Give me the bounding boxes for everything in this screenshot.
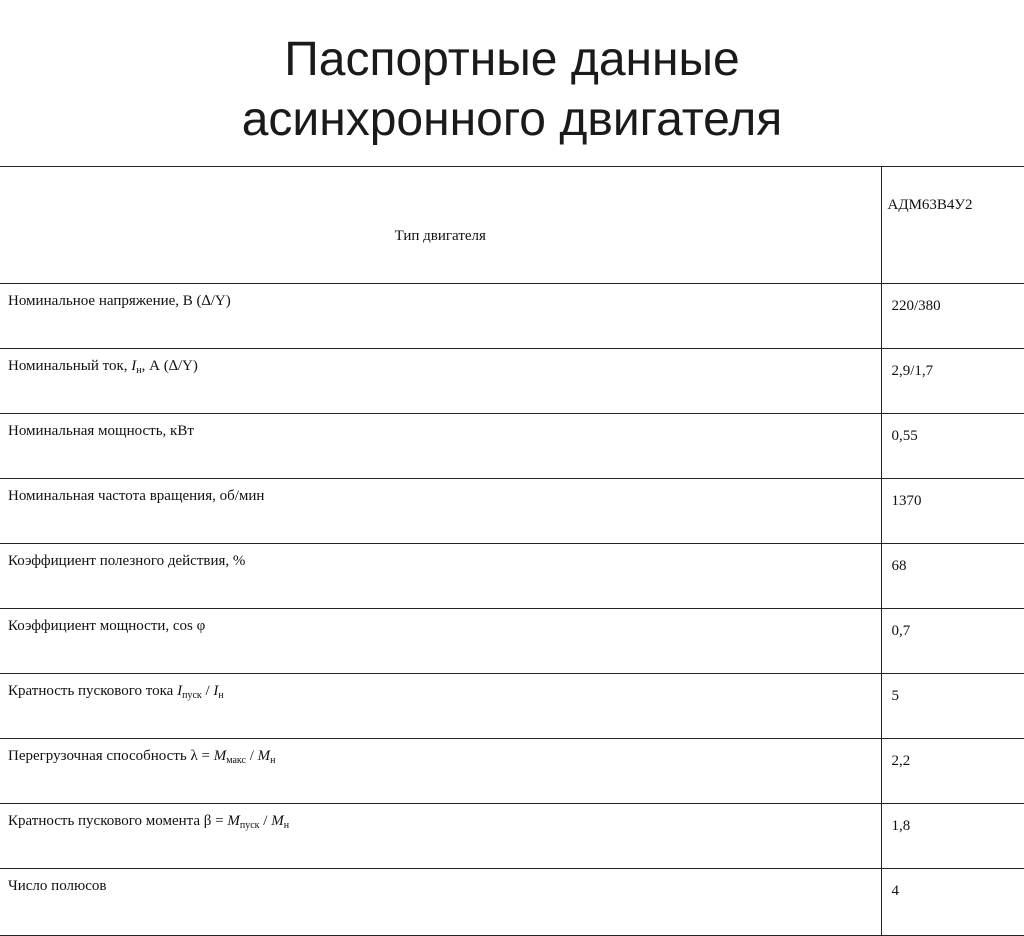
row-value: 1,8	[881, 804, 1024, 869]
label-text: Перегрузочная способность λ =	[8, 748, 214, 764]
label-text: Кратность пускового момента β =	[8, 813, 228, 829]
subscript: н	[136, 365, 142, 376]
row-value: 2,2	[881, 739, 1024, 804]
table-row	[0, 609, 1024, 674]
symbol: M	[227, 813, 240, 829]
row-label	[0, 804, 881, 869]
row-value: 220/380	[881, 284, 1024, 349]
row-value: 5	[881, 674, 1024, 739]
row-value: 0,55	[881, 414, 1024, 479]
table-row	[0, 349, 1024, 414]
symbol: I	[131, 358, 137, 374]
row-label: Число полюсов	[0, 869, 881, 936]
header-label: Тип двигателя	[0, 167, 881, 284]
table-row	[0, 804, 1024, 869]
symbol: M	[271, 813, 284, 829]
subscript: пуск	[182, 690, 202, 701]
label-text: Номинальный ток,	[8, 358, 132, 374]
label-text: Кратность пускового тока	[8, 683, 178, 699]
row-label	[0, 739, 881, 804]
page-title	[0, 30, 1024, 150]
subscript: пуск	[239, 820, 260, 831]
subscript: макс	[226, 755, 246, 766]
specs-table	[0, 166, 1024, 936]
row-label: Номинальная частота вращения, об/мин	[0, 479, 881, 544]
table-row	[0, 869, 1024, 936]
row-label: Коэффициент мощности, cos φ	[0, 609, 881, 674]
row-label: Коэффициент полезного действия, %	[0, 544, 881, 609]
symbol: I	[213, 683, 219, 699]
row-label: Номинальное напряжение, В (∆/Y)	[0, 284, 881, 349]
title-line-2: асинхронного двигателя	[241, 93, 783, 146]
separator: /	[201, 683, 214, 699]
subscript: н	[270, 755, 276, 766]
subscript: н	[283, 820, 290, 831]
row-value: 0,7	[881, 609, 1024, 674]
row-value: 1370	[881, 479, 1024, 544]
row-value: 2,9/1,7	[881, 349, 1024, 414]
symbol: M	[257, 748, 271, 764]
row-label	[0, 349, 881, 414]
row-label: Номинальная мощность, кВт	[0, 414, 881, 479]
table-row	[0, 414, 1024, 479]
row-label	[0, 674, 881, 739]
row-value: 68	[881, 544, 1024, 609]
symbol: M	[213, 748, 227, 764]
separator: /	[259, 813, 272, 829]
title-line-1: Паспортные данные	[284, 33, 740, 86]
table-row	[0, 739, 1024, 804]
table-row	[0, 284, 1024, 349]
table-row	[0, 544, 1024, 609]
row-value: 4	[881, 869, 1024, 936]
table-row	[0, 674, 1024, 739]
separator: /	[245, 748, 258, 764]
table-row	[0, 479, 1024, 544]
subscript: н	[218, 690, 224, 701]
label-text: , А (∆/Y)	[141, 358, 198, 374]
symbol: I	[177, 683, 183, 699]
table-header-row	[0, 167, 1024, 284]
header-value: АДМ63В4У2	[881, 167, 1024, 284]
